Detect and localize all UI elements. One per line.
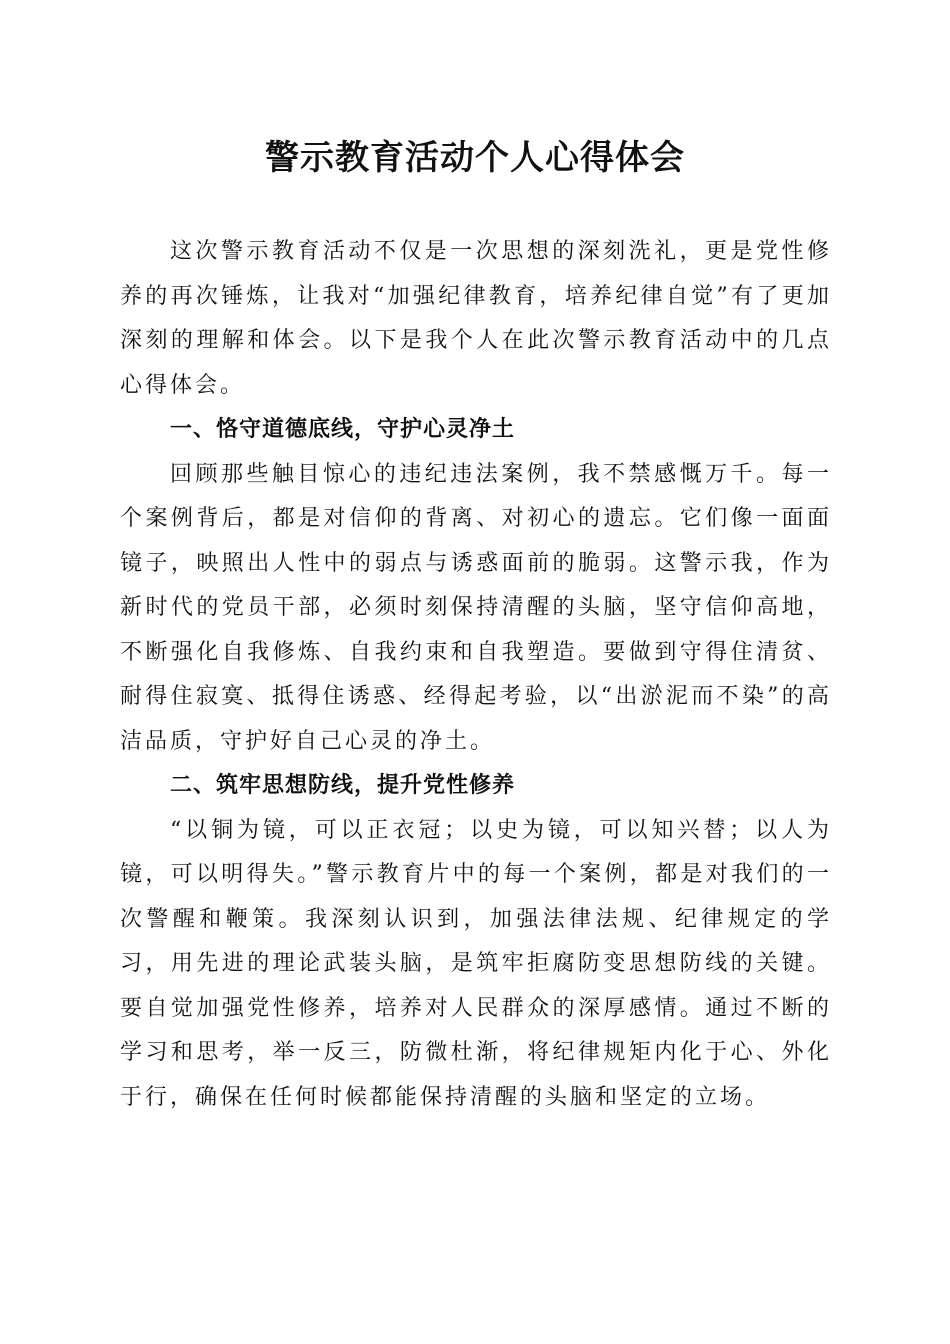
- section-2-paragraph: “以铜为镜，可以正衣冠；以史为镜，可以知兴替；以人为镜，可以明得失。”警示教育片中的每一个案例，都是对我们的一次警醒和鞭策。我深刻认识到，加强法律法规、纪律规定的学习，用先进的理论武装头脑，是筑牢拒腐防变思想防线的关键。要自觉加强党性修养，培养对人民群众的深厚感情。通过不断的学习和思考，举一反三，防微杜渐，将纪律规矩内化于心、外化于行，确保在任何时候都能保持清醒的头脑和坚定的立场。: [120, 817, 832, 1110]
- document-body: [120, 230, 832, 1120]
- section-1-heading: 一、恪守道德底线，守护心灵净土: [170, 417, 516, 442]
- document-title: 警示教育活动个人心得体会: [265, 138, 685, 178]
- section-2-heading: 二、筑牢思想防线，提升党性修养: [170, 773, 516, 798]
- intro-paragraph: 这次警示教育活动不仅是一次思想的深刻洗礼，更是党性修养的再次锤炼，让我对“加强纪律教育，培养纪律自觉”有了更加深刻的理解和体会。以下是我个人在此次警示教育活动中的几点心得体会。: [120, 239, 832, 398]
- section-1-paragraph: 回顾那些触目惊心的违纪违法案例，我不禁感慨万千。每一个案例背后，都是对信仰的背离、对初心的遗忘。它们像一面面镜子，映照出人性中的弱点与诱惑面前的脆弱。这警示我，作为新时代的党员干部，必须时刻保持清醒的头脑，坚守信仰高地，不断强化自我修炼、自我约束和自我塑造。要做到守得住清贫、耐得住寂寞、抵得住诱惑、经得起考验，以“出淤泥而不染”的高洁品质，守护好自己心灵的净土。: [120, 461, 832, 754]
